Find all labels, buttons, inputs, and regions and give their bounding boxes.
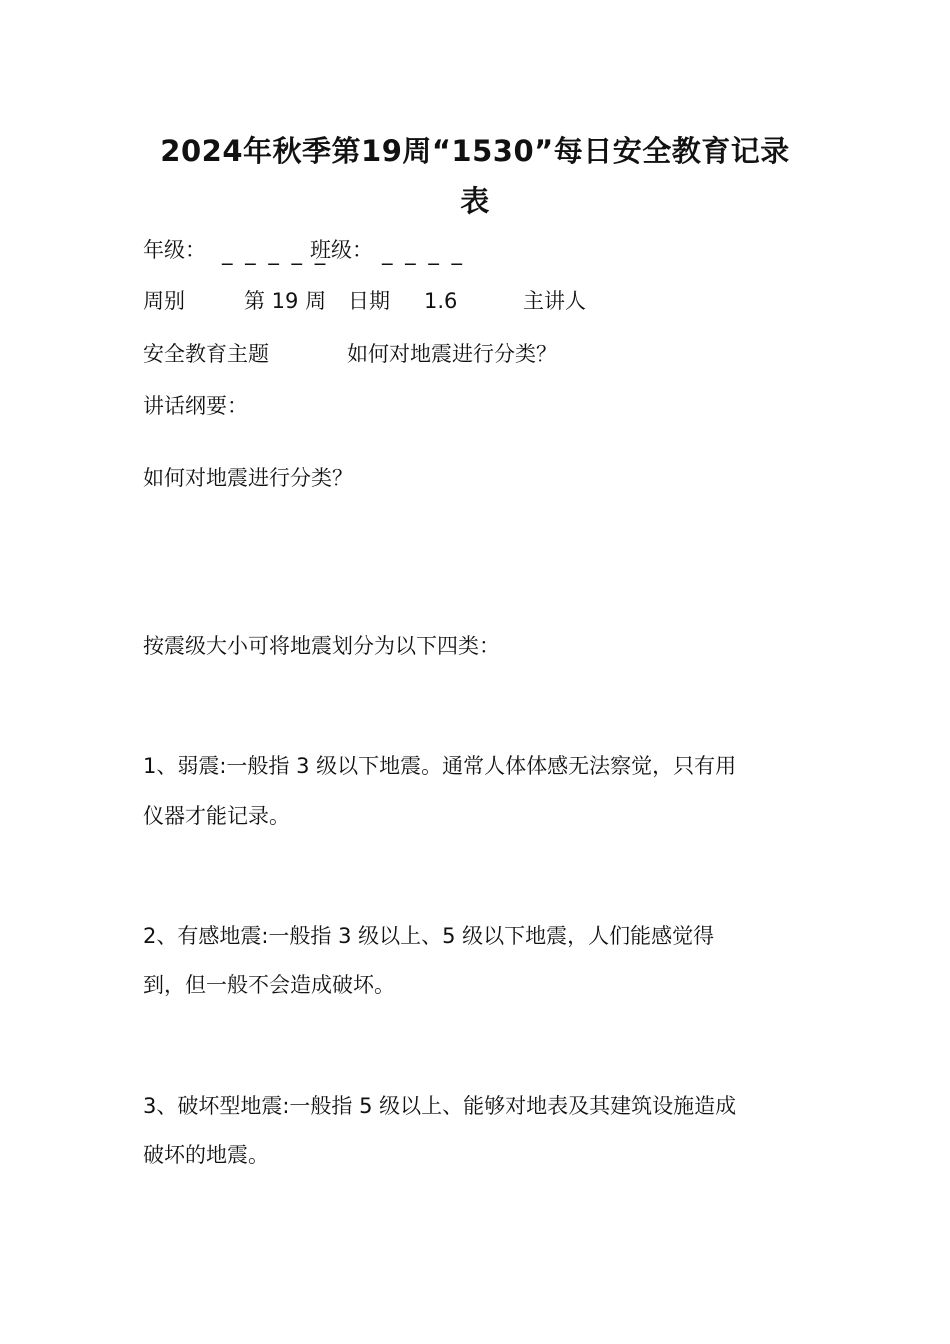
body-intro: 按震级大小可将地震划分为以下四类： [143, 634, 500, 658]
item-1-line-1: 1、弱震:一般指 3 级以下地震。通常人体体感无法察觉，只有用 [143, 754, 737, 778]
document-title-line-2: 表 [460, 184, 490, 218]
grade-label: 年级： [143, 238, 206, 262]
item-2-line-1: 2、有感地震:一般指 3 级以上、5 级以下地震，人们能感觉得 [143, 924, 715, 948]
class-blank: _ _ _ _ [382, 241, 466, 265]
document-title-line-1: 2024年秋季第19周“1530”每日安全教育记录 [160, 134, 790, 168]
date-label: 日期 [348, 289, 390, 313]
week-label: 周别 [143, 289, 185, 313]
week-value: 第 19 周 [244, 289, 327, 313]
class-label: 班级： [310, 238, 373, 262]
item-1-line-2: 仪器才能记录。 [143, 804, 290, 828]
grade-blank: _ _ _ _ _ [222, 241, 329, 265]
item-3-line-1: 3、破坏型地震:一般指 5 级以上、能够对地表及其建筑设施造成 [143, 1094, 737, 1118]
outline-label: 讲话纲要： [143, 394, 248, 418]
date-value: 1.6 [424, 289, 458, 313]
speaker-label: 主讲人 [523, 289, 586, 313]
body-question: 如何对地震进行分类？ [143, 466, 353, 490]
item-3-line-2: 破坏的地震。 [143, 1143, 269, 1167]
topic-label: 安全教育主题 [143, 342, 269, 366]
topic-value: 如何对地震进行分类？ [347, 342, 557, 366]
item-2-line-2: 到，但一般不会造成破坏。 [143, 973, 395, 997]
